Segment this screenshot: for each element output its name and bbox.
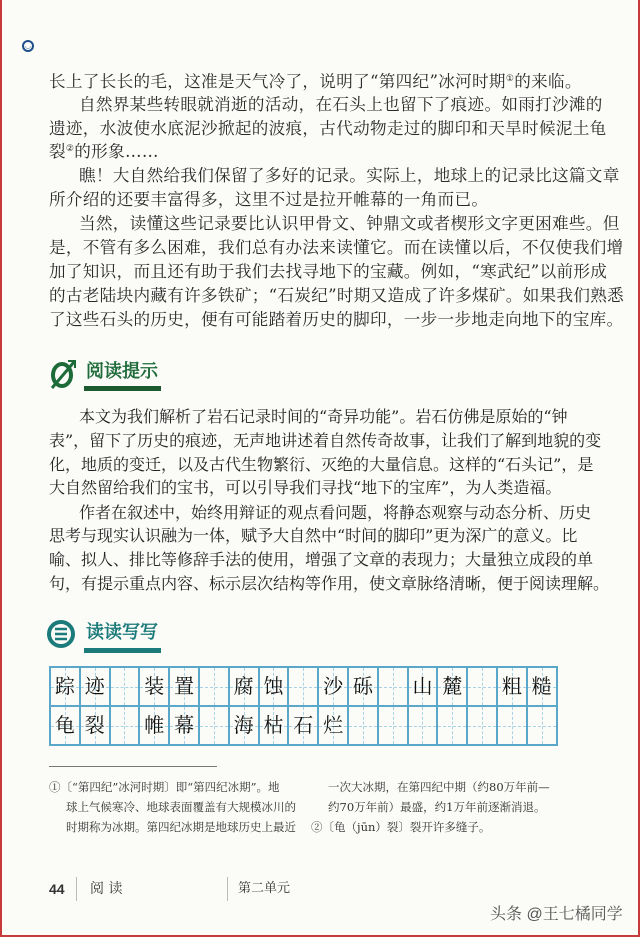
grid-char: 烂 (323, 713, 344, 737)
vocab-grid (49, 666, 558, 746)
body-line: 的古老陆块内藏有许多铁矿；“石炭纪”时期又造成了许多煤矿。如果我们熟悉 (49, 286, 625, 305)
title-underline (84, 386, 161, 391)
grid-cell (229, 667, 259, 706)
smiley-icon: ◡ (22, 40, 34, 52)
page-number: 44 (49, 881, 65, 897)
grid-cell (318, 706, 348, 745)
grid-char: 幕 (174, 713, 195, 737)
grid-char: 帷 (144, 713, 165, 737)
grid-cell (497, 706, 527, 745)
body-line: 是，不管有多么困难，我们总有办法来读懂它。而在读懂以后，不仅使我们增 (49, 238, 624, 257)
grid-char: 山 (412, 674, 433, 698)
grid-char: 踪 (54, 674, 75, 698)
footer-unit: 第二单元 (238, 881, 291, 896)
grid-cell (229, 706, 259, 745)
footnote-line: ①〔“第四纪”冰河时期〕即“第四纪冰期”。地 (49, 780, 280, 794)
grid-cell (378, 667, 408, 706)
grid-cell (497, 667, 527, 706)
grid-cell (467, 667, 497, 706)
grid-char: 沙 (323, 674, 344, 698)
grid-cell (288, 667, 318, 706)
grid-char: 迹 (84, 674, 105, 698)
read-write-title: 读读写写 (86, 622, 158, 643)
footnote-line: ②〔龟（jūn）裂〕裂开许多缝子。 (311, 820, 491, 834)
grid-char: 龟 (54, 713, 75, 737)
grid-cell (437, 667, 467, 706)
grid-char: 裂 (84, 713, 105, 737)
reading-tips-icon (48, 358, 78, 390)
body-line: 裂②的形象…… (49, 142, 159, 161)
body-line: 瞧！大自然给我们保留了多好的记录。实际上，地球上的记录比这篇文章 (79, 166, 620, 185)
grid-cell (348, 706, 378, 745)
footnote-line: 球上气候寒冷、地球表面覆盖有大规模冰川的 (66, 800, 296, 814)
grid-char: 海 (233, 713, 254, 737)
body-line: 所介绍的还要丰富得多，这里不过是拉开帷幕的一角而已。 (49, 190, 489, 209)
grid-cell (50, 667, 80, 706)
grid-cell (527, 706, 557, 745)
grid-char: 腐 (233, 674, 254, 698)
grid-cell (169, 667, 199, 706)
grid-cell (199, 667, 229, 706)
grid-cell (259, 706, 289, 745)
grid-char: 麓 (442, 674, 463, 698)
grid-cell (348, 667, 378, 706)
grid-cell (408, 667, 438, 706)
grid-cell (318, 667, 348, 706)
body-line: 加了知识，而且还有助于我们去找寻地下的宝藏。例如，“寒武纪”以前形成 (49, 262, 608, 281)
body-line: 自然界某些转眼就消逝的活动，在石头上也留下了痕迹。如雨打沙滩的 (79, 95, 603, 114)
grid-char: 糙 (531, 674, 552, 698)
tip-line: 表”，留下了历史的痕迹，无声地讲述着自然传奇故事，让我们了解到地貌的变 (49, 431, 602, 450)
grid-cell (169, 706, 199, 745)
tip-line: 本文为我们解析了岩石记录时间的“奇异功能”。岩石仿佛是原始的“钟 (79, 407, 568, 426)
watermark: 头条 @王七橘同学 (490, 906, 623, 923)
grid-cell (378, 706, 408, 745)
tip-line: 思考与现实认识融为一体，赋予大自然中“时间的脚印”更为深广的意义。比 (49, 526, 578, 545)
footer-section: 阅 读 (90, 881, 123, 897)
grid-char: 装 (144, 674, 165, 698)
body-line: 当然，读懂这些记录要比认识甲骨文、钟鼎文或者楔形文字更困难些。但 (79, 214, 620, 233)
grid-cell (259, 667, 289, 706)
body-line: 遗迹，水波使水底泥沙掀起的波痕，古代动物走过的脚印和天旱时候泥土龟 (49, 119, 607, 138)
tip-line: 句，有提示重点内容、标示层次结构等作用，使文章脉络清晰，便于阅读理解。 (49, 574, 610, 593)
grid-cell (199, 706, 229, 745)
grid-cell (110, 667, 140, 706)
grid-cell (80, 667, 110, 706)
grid-cell (139, 706, 169, 745)
footer-divider (227, 877, 228, 901)
reading-tips-title: 阅读提示 (86, 361, 158, 382)
tip-line: 大自然留给我们的宝书，可以引导我们寻找“地下的宝库”，为人类造福。 (49, 478, 562, 497)
body-line: 长上了长长的毛，这准是天气冷了，说明了“第四纪”冰河时期①的来临。 (49, 72, 582, 91)
footnote-line: 约70万年前）最盛，约1万年前逐渐消退。 (328, 800, 546, 814)
grid-char: 粗 (501, 674, 522, 698)
grid-cell (408, 706, 438, 745)
grid-char: 枯 (263, 713, 284, 737)
grid-cell (288, 706, 318, 745)
grid-char: 砾 (352, 674, 373, 698)
grid-cell (50, 706, 80, 745)
body-line: 了这些石头的历史，便有可能踏着历史的脚印，一步一步地走向地下的宝库。 (49, 310, 624, 329)
grid-char: 石 (293, 713, 314, 737)
footer-divider (76, 877, 77, 901)
tip-line: 作者在叙述中，始终用辩证的观点看问题，将静态观察与动态分析、历史 (79, 503, 592, 522)
grid-cell (139, 667, 169, 706)
grid-char: 蚀 (263, 674, 284, 698)
grid-char: 置 (174, 674, 195, 698)
grid-cell (80, 706, 110, 745)
grid-cell (527, 667, 557, 706)
grid-cell (467, 706, 497, 745)
grid-cell (110, 706, 140, 745)
tip-line: 化，地质的变迁，以及古代生物繁衍、灭绝的大量信息。这样的“石头记”，是 (49, 455, 594, 474)
tip-line: 喻、拟人、排比等修辞手法的使用，增强了文章的表现力；大量独立成段的单 (49, 550, 594, 569)
grid-cell (437, 706, 467, 745)
read-write-icon (47, 620, 75, 648)
title-underline (84, 648, 161, 653)
footnote-divider (49, 766, 217, 767)
footnote-line: 一次大冰期，在第四纪中期（约80万年前— (328, 780, 550, 794)
footnote-line: 时期称为冰期。第四纪冰期是地球历史上最近 (66, 820, 296, 834)
